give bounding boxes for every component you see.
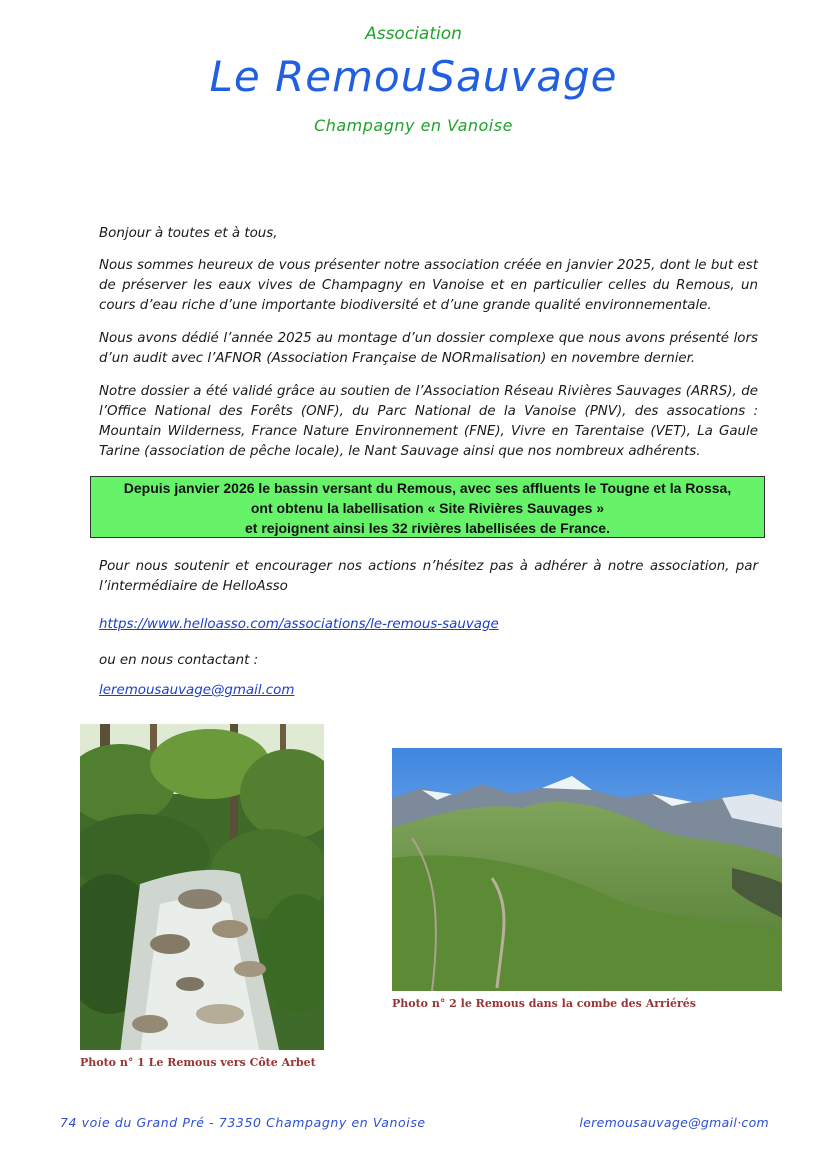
page-title: Le RemouSauvage: [209, 52, 618, 101]
contact-paragraph: ou en nous contactant :: [99, 653, 259, 668]
association-label: Association: [365, 24, 462, 44]
meadow-photo: [392, 748, 782, 991]
announcement-line-3: et rejoignent ainsi les 32 rivières labellisées de France.: [245, 520, 610, 536]
photo-1-caption: Photo n° 1 Le Remous vers Côte Arbet: [80, 1056, 316, 1069]
stream-photo: [80, 724, 324, 1050]
label-announcement-box: [90, 476, 765, 538]
dossier-paragraph: Nous avons dédié l’année 2025 au montage d’un dossier complexe que nous avons présenté lors d’un audit avec l’AFNOR (Association Française de NORmalisation) en novembre dernier.: [99, 331, 758, 366]
support-paragraph: Pour nous soutenir et encourager nos actions n’hésitez pas à adhérer à notre association, par l’intermédiaire de HelloAsso: [99, 559, 758, 594]
location-subtitle: Champagny en Vanoise: [314, 116, 513, 135]
intro-paragraph: Nous sommes heureux de vous présenter notre association créée en janvier 2025, dont le but est de préserver les eaux vives de Champagny en Vanoise et en particulier celles du Remous, un cours d’eau riche d’une importante biodiversité et d’une grande qualité environnementale.: [99, 258, 758, 313]
helloasso-link[interactable]: https://www.helloasso.com/associations/le-remous-sauvage: [99, 617, 499, 632]
announcement-line-1: Depuis janvier 2026 le bassin versant du Remous, avec ses affluents le Tougne et la Rossa,: [123, 480, 732, 496]
email-link[interactable]: leremousauvage@gmail.com: [99, 683, 295, 698]
footer-address: 74 voie du Grand Pré - 73350 Champagny en Vanoise: [60, 1115, 426, 1130]
footer-email: leremousauvage@gmail·com: [579, 1115, 769, 1130]
greeting-paragraph: Bonjour à toutes et à tous,: [99, 226, 278, 241]
validation-paragraph: Notre dossier a été validé grâce au soutien de l’Association Réseau Rivières Sauvages (ARRS), de l’Office National des Forêts (ONF), du Parc National de la Vanoise (PNV), des assocations : Mountain Wilderness, France Nature Environnement (FNE), Vivre en Tarentaise (VET), La Gaule Tarine (association de pêche locale), le Nant Sauvage ainsi que nos nombreux adhérents.: [99, 384, 758, 459]
photo-2-caption: Photo n° 2 le Remous dans la combe des Arriérés: [392, 997, 696, 1010]
announcement-line-2: ont obtenu la labellisation « Site Rivières Sauvages »: [250, 500, 605, 516]
